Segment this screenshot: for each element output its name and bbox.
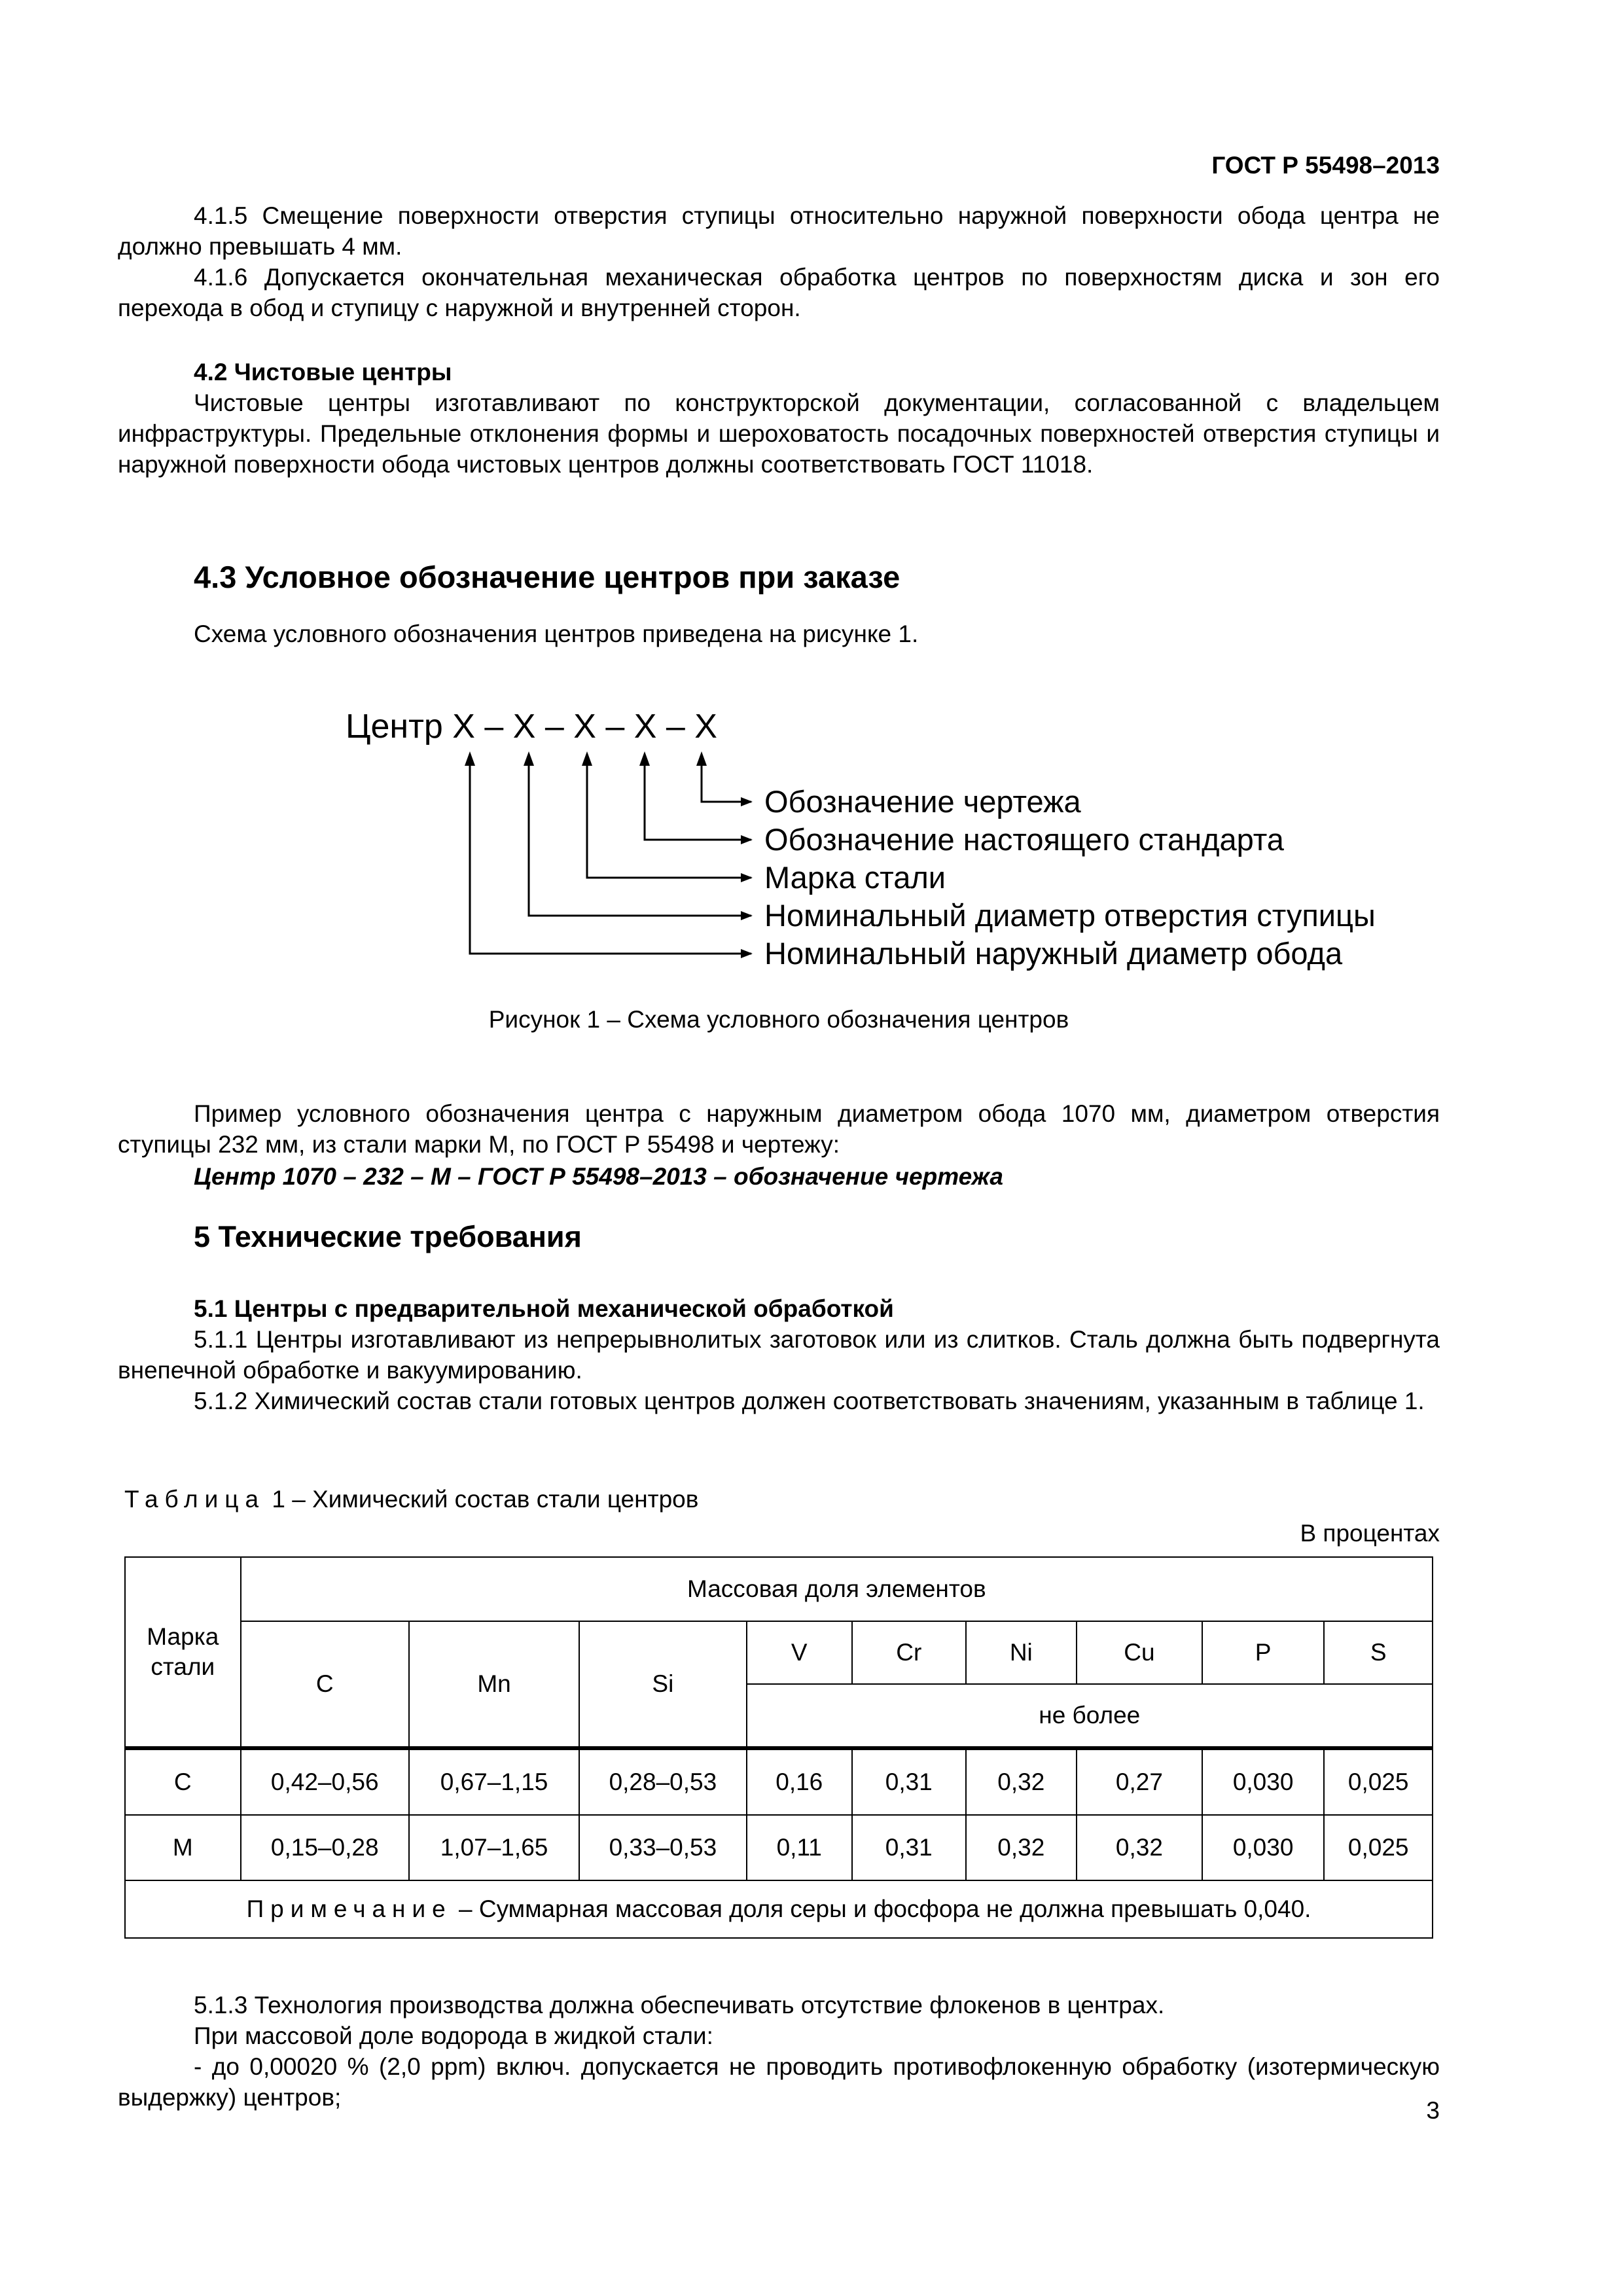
page-number: 3	[1426, 2097, 1440, 2124]
arrow-line-drawing	[702, 759, 751, 802]
scheme-label-rim-diameter: Номинальный наружный диаметр обода	[764, 936, 1343, 971]
section-5-1-3	[118, 1990, 1440, 2113]
heading-4-2: 4.2 Чистовые центры	[194, 359, 452, 386]
arrowhead-up-1	[696, 751, 707, 766]
cell-grade: М	[125, 1815, 241, 1880]
cell-value: 0,32	[966, 1815, 1077, 1880]
header-element-ni: Ni	[966, 1621, 1077, 1684]
header-element-v: V	[747, 1621, 852, 1684]
table-note	[125, 1880, 1433, 1938]
scheme-label-steel-grade: Марка стали	[764, 860, 946, 895]
heading-5-1: 5.1 Центры с предварительной механической обработкой	[194, 1295, 894, 1322]
cell-value: 0,28–0,53	[579, 1748, 746, 1815]
heading-4-3: 4.3 Условное обозначение центров при заказе	[194, 560, 901, 594]
paragraph-4-3-intro: Схема условного обозначения центров приведена на рисунке 1.	[194, 620, 919, 647]
table-row	[125, 1748, 1433, 1815]
paragraph-5-1-1: 5.1.1 Центры изготавливают из непрерывнолитых заготовок или из слитков. Сталь должна быть подвергнута внепечной обработке и вакуумированию.	[118, 1326, 1440, 1384]
arrow-line-rim-diameter	[470, 759, 751, 954]
table-note-label: Примечание	[246, 1895, 452, 1922]
cell-value: 0,31	[852, 1815, 966, 1880]
example-text: Пример условного обозначения центра с наружным диаметром обода 1070 мм, диаметром отверстия ступицы 232 мм, из стали марки М, по ГОСТ Р 55498 и чертежу:	[118, 1100, 1440, 1158]
paragraph-5-1-2: 5.1.2 Химический состав стали готовых центров должен соответствовать значениям, указанным в таблице 1.	[194, 1388, 1425, 1414]
cell-value: 0,42–0,56	[241, 1748, 409, 1815]
cell-value: 0,030	[1202, 1815, 1325, 1880]
header-mass-fraction: Массовая доля элементов	[241, 1557, 1433, 1621]
cell-value: 0,32	[966, 1748, 1077, 1815]
header-element-p: P	[1202, 1621, 1325, 1684]
table-caption	[124, 1486, 698, 1513]
example-designation: Центр 1070 – 232 – М – ГОСТ Р 55498–2013 – обозначение чертежа	[194, 1163, 1004, 1190]
scheme-formula: Центр Х – Х – Х – Х – Х	[346, 708, 717, 745]
designation-scheme-diagram	[0, 0, 1623, 1047]
cell-value: 0,15–0,28	[241, 1815, 409, 1880]
cell-value: 1,07–1,65	[409, 1815, 579, 1880]
cell-value: 0,67–1,15	[409, 1748, 579, 1815]
cell-value: 0,11	[747, 1815, 852, 1880]
cell-value: 0,025	[1324, 1815, 1433, 1880]
example-block	[118, 1098, 1440, 1192]
paragraph-5-1-3-2: При массовой доле водорода в жидкой стали:	[194, 2022, 713, 2049]
section-5-1	[118, 1293, 1440, 1416]
heading-5: 5 Технические требования	[194, 1220, 582, 1253]
header-element-mn: Mn	[409, 1621, 579, 1748]
header-not-more: не более	[747, 1684, 1433, 1748]
chemical-composition-table	[124, 1556, 1433, 1939]
table-caption-label: Таблица	[124, 1486, 266, 1513]
arrow-line-steel-grade	[587, 759, 751, 878]
table-note-text: – Суммарная массовая доля серы и фосфора не должна превышать 0,040.	[459, 1895, 1311, 1922]
cell-value: 0,030	[1202, 1748, 1325, 1815]
cell-value: 0,31	[852, 1748, 966, 1815]
header-element-si: Si	[579, 1621, 746, 1748]
table-row	[125, 1815, 1433, 1880]
paragraph-4-1-5: 4.1.5 Смещение поверхности отверстия ступицы относительно наружной поверхности обода центра не должно превышать 4 мм.	[118, 202, 1440, 260]
figure-caption: Рисунок 1 – Схема условного обозначения центров	[488, 1006, 1069, 1033]
header-element-cr: Cr	[852, 1621, 966, 1684]
cell-grade: С	[125, 1748, 241, 1815]
arrowhead-up-5	[465, 751, 475, 766]
cell-value: 0,27	[1077, 1748, 1202, 1815]
table-caption-title: 1 – Химический состав стали центров	[272, 1486, 699, 1513]
scheme-label-hub-diameter: Номинальный диаметр отверстия ступицы	[764, 898, 1376, 933]
paragraph-5-1-3-3: - до 0,00020 % (2,0 ppm) включ. допускается не проводить противофлокенную обработку (изотермическую выдержку) центров;	[118, 2053, 1440, 2111]
section-5	[118, 1217, 1440, 1257]
scheme-label-drawing: Обозначение чертежа	[764, 784, 1081, 819]
document-code-header: ГОСТ Р 55498–2013	[1211, 152, 1440, 179]
paragraph-4-1-6: 4.1.6 Допускается окончательная механическая обработка центров по поверхностям диска и зон его перехода в обод и ступицу с наружной и внутренней сторон.	[118, 264, 1440, 321]
arrowhead-up-2	[639, 751, 650, 766]
table-units: В процентах	[1300, 1520, 1440, 1547]
arrowhead-up-3	[582, 751, 592, 766]
paragraph-4-2: Чистовые центры изготавливают по конструкторской документации, согласованной с владельцем инфраструктуры. Предельные отклонения формы и шероховатость посадочных поверхностей отверстия ступицы и наружной поверхности обода чистовых центров должны соответствовать ГОСТ 11018.	[118, 389, 1440, 478]
header-element-cu: Cu	[1077, 1621, 1202, 1684]
cell-value: 0,33–0,53	[579, 1815, 746, 1880]
header-steel-grade: Марка стали	[125, 1557, 241, 1748]
header-element-s: S	[1324, 1621, 1433, 1684]
cell-value: 0,32	[1077, 1815, 1202, 1880]
arrowhead-up-4	[524, 751, 534, 766]
arrow-line-hub-diameter	[529, 759, 751, 916]
scheme-label-standard: Обозначение настоящего стандарта	[764, 822, 1284, 857]
cell-value: 0,16	[747, 1748, 852, 1815]
cell-value: 0,025	[1324, 1748, 1433, 1815]
arrow-line-standard	[645, 759, 751, 840]
paragraph-5-1-3-1: 5.1.3 Технология производства должна обеспечивать отсутствие флокенов в центрах.	[194, 1992, 1165, 2018]
header-element-c: C	[241, 1621, 409, 1748]
